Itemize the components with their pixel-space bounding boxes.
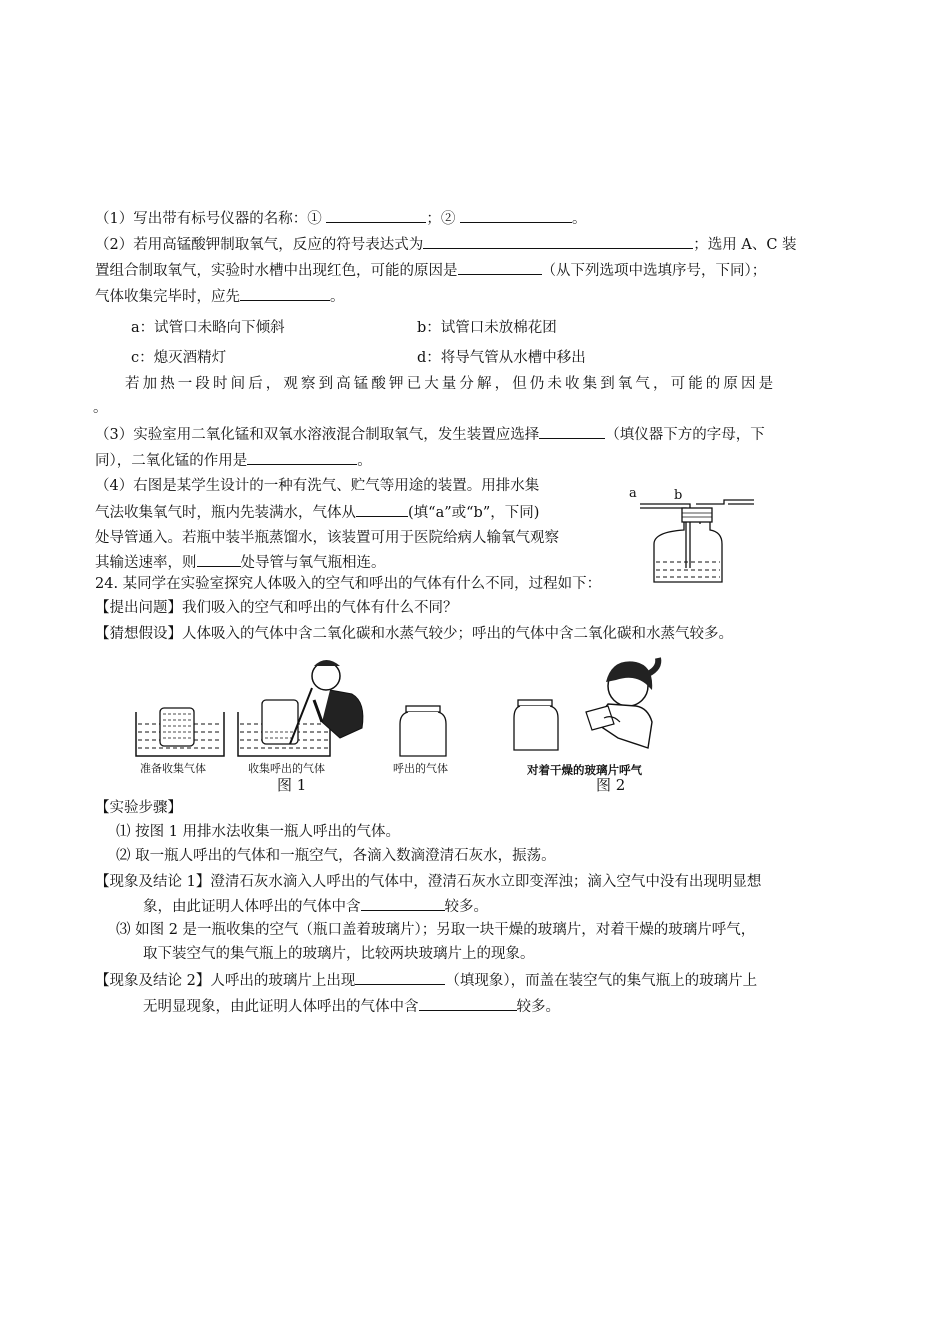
q4-line2-prefix: 气法收集氧气时，瓶内先装满水，气体从 (95, 505, 356, 521)
concl1-prefix: 象，由此证明人体呼出的气体中含 (143, 899, 361, 915)
q2-blank-equation[interactable] (423, 234, 693, 249)
q4-blank-connect[interactable] (197, 552, 241, 567)
figure-1-illustration (130, 652, 460, 772)
concl2-blank-phenomenon[interactable] (355, 970, 445, 985)
q4-line4-suffix: 处导管与氧气瓶相连。 (240, 555, 386, 571)
q1-line (95, 208, 586, 229)
conclusion-2-line-2 (143, 996, 560, 1017)
concl2-blank-gas[interactable] (419, 996, 517, 1011)
q3-line-2 (95, 450, 372, 471)
q1-end: 。 (571, 211, 587, 227)
fig1-caption: 图 1 (277, 776, 307, 794)
q2-line2-prefix: 置组合制取氧气，实验时水槽中出现红色，可能的原因是 (95, 263, 458, 279)
fig2-caption: 图 2 (596, 776, 626, 794)
q3-line1-prefix: （3）实验室用二氧化锰和双氧水溶液混合制取氧气，发生装置应选择 (95, 427, 540, 443)
fig1-label-prepare: 准备收集气体 (140, 762, 206, 775)
concl2-line2-suffix: 较多。 (516, 999, 560, 1015)
q2-line-5: 。 (93, 400, 108, 416)
q4-line-2 (95, 502, 539, 523)
q1-blank-2[interactable] (460, 208, 572, 223)
q1-blank-1[interactable] (326, 208, 426, 223)
q4-line-3: 处导管通入。若瓶中装半瓶蒸馏水，该装置可用于医院给病人输氧气观察 (95, 530, 559, 546)
concl2-suffix: （填现象），而盖在装空气的集气瓶上的玻璃片上 (445, 973, 758, 989)
q2-line-2 (95, 260, 766, 281)
q4-line2-suffix: (填“a”或“b”，下同) (408, 505, 540, 521)
q2-blank-first-step[interactable] (240, 286, 330, 301)
q2-line3-suffix: 。 (330, 289, 345, 305)
q24-hypothesis: 【猜想假设】人体吸入的气体中含二氧化碳和水蒸气较少；呼出的气体中含二氧化碳和水蒸气较多。 (95, 626, 733, 642)
concl1-blank[interactable] (361, 896, 445, 911)
wash-bottle-figure (626, 486, 756, 586)
fig1-label-collect: 收集呼出的气体 (248, 762, 325, 775)
q2-option-c: c：熄灭酒精灯 (131, 350, 227, 366)
fig1-label-exhaled: 呼出的气体 (393, 762, 448, 775)
q2-line-4: 若加热一段时间后，观察到高锰酸钾已大量分解，但仍未收集到氧气，可能的原因是 (125, 376, 777, 392)
q2-line3-prefix: 气体收集完毕时，应先 (95, 289, 240, 305)
q2-blank-reason[interactable] (458, 260, 542, 275)
q1-sep: ；② (426, 211, 456, 227)
concl2-line2-prefix: 无明显现象，由此证明人体呼出的气体中含 (143, 999, 419, 1015)
q2-line1-prefix: （2）若用高锰酸钾制取氧气，反应的符号表达式为 (95, 237, 424, 253)
q1-prefix: （1）写出带有标号仪器的名称：① (95, 211, 322, 227)
q3-line-1 (95, 424, 765, 445)
fig2-label: 对着干燥的玻璃片呼气 (527, 763, 642, 777)
q4-line-4 (95, 552, 386, 573)
step-3-line-2: 取下装空气的集气瓶上的玻璃片，比较两块玻璃片上的现象。 (143, 946, 535, 962)
q3-blank-apparatus[interactable] (539, 424, 605, 439)
q2-line-3 (95, 286, 345, 307)
q3-blank-role[interactable] (247, 450, 357, 465)
step-1: ⑴ 按图 1 用排水法收集一瓶人呼出的气体。 (116, 824, 401, 840)
conclusion-1-line-1: 【现象及结论 1】澄清石灰水滴入人呼出的气体中，澄清石灰水立即变浑浊；滴入空气中没有出现明显想 (95, 874, 762, 890)
q3-line2-prefix: 同），二氧化锰的作用是 (95, 453, 248, 469)
q2-line1-suffix: ；选用 A、C 装 (693, 237, 797, 253)
concl1-suffix: 较多。 (444, 899, 488, 915)
q3-line1-suffix: （填仪器下方的字母，下 (605, 427, 765, 443)
step-3-line-1: ⑶ 如图 2 是一瓶收集的空气（瓶口盖着玻璃片）；另取一块干燥的玻璃片，对着干燥的玻璃片呼气， (116, 922, 756, 938)
q4-line-1: （4）右图是某学生设计的一种有洗气、贮气等用途的装置。用排水集 (95, 478, 540, 494)
steps-title: 【实验步骤】 (95, 800, 182, 816)
q4-blank-inlet[interactable] (356, 502, 408, 517)
q2-option-b: b：试管口未放棉花团 (417, 320, 557, 336)
step-2: ⑵ 取一瓶人呼出的气体和一瓶空气，各滴入数滴澄清石灰水，振荡。 (116, 848, 556, 864)
tube-label-b: b (674, 488, 683, 503)
q3-line2-suffix: 。 (357, 453, 372, 469)
q2-line2-suffix: （从下列选项中选填序号，下同）； (541, 263, 767, 279)
q2-option-d: d：将导气管从水槽中移出 (417, 350, 586, 366)
conclusion-2-line-1 (95, 970, 757, 991)
q4-line4-prefix: 其输送速率，则 (95, 555, 197, 571)
tube-label-a: a (629, 486, 637, 501)
q2-option-a: a：试管口未略向下倾斜 (131, 320, 285, 336)
concl2-prefix: 【现象及结论 2】人呼出的玻璃片上出现 (95, 973, 356, 989)
q2-line-1 (95, 234, 797, 255)
conclusion-1-line-2 (143, 896, 488, 917)
q24-question: 【提出问题】我们吸入的空气和呼出的气体有什么不同？ (95, 600, 458, 616)
q24-intro: 24. 某同学在实验室探究人体吸入的空气和呼出的气体有什么不同，过程如下： (95, 576, 602, 592)
figure-2-illustration (508, 652, 688, 772)
